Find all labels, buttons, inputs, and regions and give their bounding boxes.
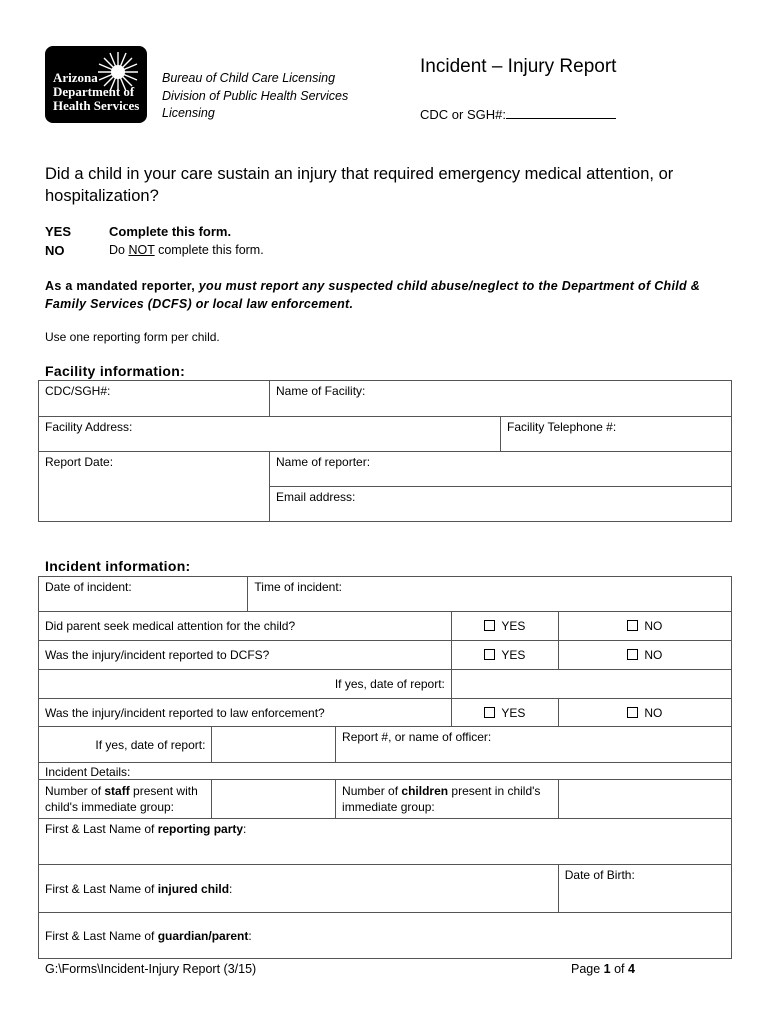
page-mid: of bbox=[610, 962, 628, 976]
adhs-logo bbox=[45, 46, 147, 123]
mandated-reporter-notice bbox=[45, 277, 735, 313]
dob-field[interactable] bbox=[558, 865, 731, 913]
facility-telephone-label: Facility Telephone #: bbox=[507, 420, 617, 434]
law-label: Was the injury/incident reported to law enforcement? bbox=[45, 705, 325, 720]
staff-pre: Number of bbox=[45, 784, 105, 798]
incident-date-field[interactable] bbox=[39, 577, 248, 612]
incident-time-field[interactable] bbox=[248, 577, 732, 612]
facility-name-field[interactable] bbox=[270, 381, 732, 417]
mandated-italic: you must report any suspected child abuse/neglect to the Department of Child & Family Services (DCFS) or local law enforcement. bbox=[45, 279, 701, 311]
cdc-sgh-header-line[interactable] bbox=[506, 106, 616, 119]
reporting-post: : bbox=[243, 822, 247, 836]
yes-text: YES bbox=[501, 619, 526, 633]
mandated-bold: As a mandated reporter, bbox=[45, 279, 196, 293]
incident-details-row bbox=[39, 763, 732, 780]
checkbox-icon[interactable] bbox=[627, 620, 638, 631]
yes-text: YES bbox=[501, 648, 526, 662]
facility-table bbox=[38, 380, 732, 522]
facility-address-label: Facility Address: bbox=[45, 420, 133, 434]
law-question bbox=[39, 699, 452, 727]
incident-heading: Incident information: bbox=[45, 558, 191, 574]
medical-attention-label: Did parent seek medical attention for the child? bbox=[45, 619, 296, 633]
report-date-field[interactable] bbox=[39, 452, 270, 522]
injured-bold: injured child bbox=[157, 881, 230, 896]
guardian-field[interactable] bbox=[39, 913, 732, 959]
officer-label: Report #, or name of officer: bbox=[342, 730, 492, 744]
staff-count-field[interactable] bbox=[212, 780, 336, 819]
staff-post: present with child's immediate group: bbox=[45, 784, 198, 814]
law-yes-option[interactable] bbox=[451, 699, 558, 727]
incident-table bbox=[38, 576, 732, 959]
eligibility-question: Did a child in your care sustain an injury that required emergency medical attention, or hospitalization? bbox=[45, 165, 674, 205]
medical-no-option[interactable] bbox=[558, 612, 731, 641]
bureau-line-2: Division of Public Health Services bbox=[162, 88, 349, 103]
law-date-field[interactable] bbox=[212, 727, 336, 763]
injured-post: : bbox=[229, 881, 233, 896]
incident-time-label: Time of incident: bbox=[254, 580, 342, 594]
page-current: 1 bbox=[603, 962, 611, 976]
dcfs-date-label: If yes, date of report: bbox=[334, 677, 445, 691]
bureau-line-3: Licensing bbox=[162, 106, 215, 120]
facility-heading: Facility information: bbox=[45, 363, 186, 379]
officer-field[interactable] bbox=[336, 727, 732, 763]
no-label: NO bbox=[45, 243, 65, 258]
cdc-sgh-header-label: CDC or SGH#: bbox=[420, 107, 506, 122]
incident-details-label: Incident Details: bbox=[45, 765, 131, 779]
no-text: NO bbox=[644, 619, 663, 633]
facility-name-label: Name of Facility: bbox=[276, 384, 366, 398]
children-bold: children bbox=[401, 784, 449, 798]
reporter-name-field[interactable] bbox=[270, 452, 732, 487]
checkbox-icon[interactable] bbox=[627, 707, 638, 718]
cdc-sgh-label: CDC/SGH#: bbox=[45, 384, 111, 398]
yes-instruction: Complete this form. bbox=[109, 224, 232, 239]
no-pre: Do bbox=[109, 243, 129, 257]
no-text: NO bbox=[644, 705, 663, 720]
dob-label: Date of Birth: bbox=[564, 868, 635, 882]
logo-line-3: Health Services bbox=[53, 98, 140, 113]
law-no-option[interactable] bbox=[558, 699, 731, 727]
guardian-post: : bbox=[248, 928, 252, 943]
checkbox-icon[interactable] bbox=[484, 707, 495, 718]
yes-label: YES bbox=[45, 224, 72, 239]
dcfs-no-option[interactable] bbox=[558, 641, 731, 670]
reporter-name-label: Name of reporter: bbox=[276, 455, 371, 469]
staff-count-label-cell bbox=[39, 780, 212, 819]
reporting-pre: First & Last Name of bbox=[45, 822, 158, 836]
reporting-party-field[interactable] bbox=[39, 819, 732, 865]
no-post: complete this form. bbox=[154, 243, 264, 257]
no-instruction bbox=[109, 243, 264, 257]
law-date-label-cell bbox=[39, 727, 212, 763]
law-date-label: If yes, date of report: bbox=[95, 737, 206, 752]
yes-text: YES bbox=[501, 705, 526, 720]
facility-address-field[interactable] bbox=[39, 417, 501, 452]
dcfs-label: Was the injury/incident reported to DCFS? bbox=[45, 648, 270, 662]
medical-attention-question bbox=[39, 612, 452, 641]
reporting-bold: reporting party bbox=[157, 822, 244, 836]
staff-bold: staff bbox=[104, 784, 130, 798]
facility-telephone-field[interactable] bbox=[501, 417, 732, 452]
checkbox-icon[interactable] bbox=[484, 620, 495, 631]
dcfs-date-label-cell bbox=[39, 670, 452, 699]
bureau-block bbox=[162, 70, 348, 123]
dcfs-yes-option[interactable] bbox=[451, 641, 558, 670]
email-label: Email address: bbox=[276, 490, 356, 504]
injured-pre: First & Last Name of bbox=[45, 881, 158, 896]
page-pre: Page bbox=[571, 962, 604, 976]
report-date-label: Report Date: bbox=[45, 455, 114, 469]
logo-line-1: Arizona bbox=[53, 70, 98, 85]
no-underlined: NOT bbox=[128, 243, 155, 257]
one-form-note: Use one reporting form per child. bbox=[45, 330, 220, 344]
guardian-pre: First & Last Name of bbox=[45, 928, 158, 943]
children-count-label-cell bbox=[336, 780, 559, 819]
logo-line-2: Department of bbox=[53, 84, 135, 99]
page-total: 4 bbox=[628, 962, 635, 976]
email-field[interactable] bbox=[270, 487, 732, 522]
children-post: present in child's immediate group: bbox=[342, 784, 541, 814]
guardian-bold: guardian/parent bbox=[157, 928, 249, 943]
incident-date-label: Date of incident: bbox=[45, 580, 132, 594]
children-count-field[interactable] bbox=[558, 780, 731, 819]
page-title: Incident – Injury Report bbox=[420, 56, 617, 77]
dcfs-date-field[interactable] bbox=[451, 670, 731, 699]
cdc-sgh-header-field[interactable] bbox=[420, 106, 616, 122]
injured-child-field[interactable] bbox=[39, 865, 559, 913]
medical-yes-option[interactable] bbox=[451, 612, 558, 641]
no-text: NO bbox=[644, 648, 663, 662]
checkbox-icon[interactable] bbox=[627, 649, 638, 660]
footer-path: G:\Forms\Incident-Injury Report (3/15) bbox=[45, 962, 257, 976]
bureau-line-1: Bureau of Child Care Licensing bbox=[162, 71, 336, 85]
cdc-sgh-field[interactable] bbox=[39, 381, 270, 417]
page-number bbox=[571, 962, 635, 976]
checkbox-icon[interactable] bbox=[484, 649, 495, 660]
children-pre: Number of bbox=[342, 784, 402, 798]
dcfs-question bbox=[39, 641, 452, 670]
